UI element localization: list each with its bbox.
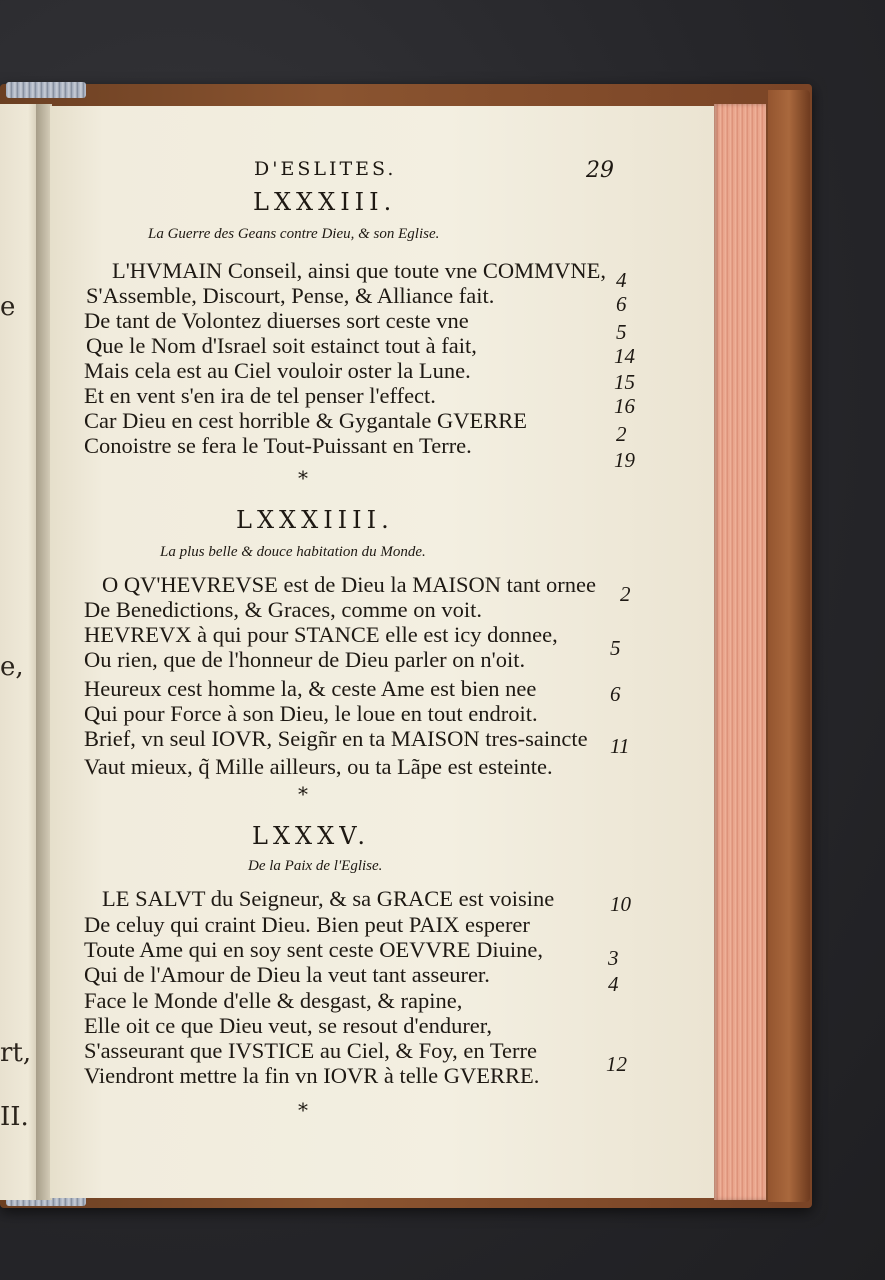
reference-number: 15 — [614, 370, 635, 394]
running-head: D'ESLITES. — [254, 158, 397, 180]
left-page-fragment: e — [0, 292, 16, 322]
section-subtitle: La plus belle & douce habitation du Monde. — [160, 544, 426, 560]
verse-line: Que le Nom d'Israel soit estainct tout à fait, — [86, 333, 477, 358]
headband-top — [6, 82, 86, 98]
verse-line: Toute Ame qui en soy sent ceste OEVVRE Diuine, — [84, 937, 543, 962]
page-number: 29 — [586, 158, 614, 183]
reference-number: 16 — [614, 394, 635, 418]
left-page-fragment: rt, — [0, 1038, 32, 1068]
verse-line: Qui pour Force à son Dieu, le loue en tout endroit. — [84, 701, 538, 726]
verse-line: Conoistre se fera le Tout-Puissant en Terre. — [84, 433, 472, 458]
verse-line: Vaut mieux, q̃ Mille ailleurs, ou ta Lãpe est esteinte. — [84, 754, 553, 779]
reference-number: 14 — [614, 344, 635, 368]
verse-line: LE SALVT du Seigneur, & sa GRACE est voisine — [102, 886, 555, 911]
verse-line: De tant de Volontez diuerses sort ceste vne — [84, 308, 469, 333]
reference-number: 4 — [616, 268, 627, 292]
reference-number: 6 — [610, 682, 621, 706]
section-subtitle: La Guerre des Geans contre Dieu, & son Eglise. — [148, 226, 440, 242]
section-number: LXXXV. — [252, 822, 370, 850]
verse-line: S'asseurant que IVSTICE au Ciel, & Foy, en Terre — [84, 1038, 538, 1063]
verse-line: HEVREVX à qui pour STANCE elle est icy donnee, — [84, 622, 558, 647]
reference-number: 5 — [616, 320, 627, 344]
verse-line: Elle oit ce que Dieu veut, se resout d'endurer, — [84, 1013, 493, 1038]
section-separator: * — [298, 1098, 308, 1122]
reference-number: 6 — [616, 292, 627, 316]
reference-number: 12 — [606, 1052, 627, 1076]
verse-line: S'Assemble, Discourt, Pense, & Alliance fait. — [86, 283, 495, 308]
verse-line: Car Dieu en cest horrible & Gygantale GVERRE — [84, 408, 528, 433]
left-page-fragment: e, — [0, 652, 24, 682]
verse-line: Et en vent s'en ira de tel penser l'effect. — [84, 383, 436, 408]
reference-number: 4 — [608, 972, 619, 996]
reference-number: 2 — [620, 582, 631, 606]
section-number: LXXXIIII. — [236, 506, 394, 534]
left-page-fragment: II. — [0, 1102, 29, 1132]
verse-line: De Benedictions, & Graces, comme on voit. — [84, 597, 483, 622]
verse-line: L'HVMAIN Conseil, ainsi que toute vne COMMVNE, — [112, 258, 607, 283]
verse-line: Viendront mettre la fin vn IOVR à telle GVERRE. — [84, 1063, 540, 1088]
verse-line: Mais cela est au Ciel vouloir oster la Lune. — [84, 358, 471, 383]
reference-number: 5 — [610, 636, 621, 660]
reference-number: 10 — [610, 892, 631, 916]
reference-number: 19 — [614, 448, 635, 472]
page-fore-edges — [714, 104, 766, 1200]
verse-line: Ou rien, que de l'honneur de Dieu parler on n'oit. — [84, 647, 526, 672]
left-page — [0, 104, 40, 1200]
verse-line: De celuy qui craint Dieu. Bien peut PAIX esperer — [84, 912, 530, 937]
verse-line: Qui de l'Amour de Dieu la veut tant asseurer. — [84, 962, 490, 987]
section-separator: * — [298, 466, 308, 490]
verse-line: Heureux cest homme la, & ceste Ame est bien nee — [84, 676, 537, 701]
verse-line: Brief, vn seul IOVR, Seigñr en ta MAISON tres-saincte — [84, 726, 588, 751]
reference-number: 11 — [610, 734, 630, 758]
right-page — [50, 106, 714, 1198]
verse-line: Face le Monde d'elle & desgast, & rapine, — [84, 988, 463, 1013]
section-number: LXXXIII. — [253, 188, 397, 216]
book-cover-fore-edge — [768, 90, 810, 1202]
reference-number: 3 — [608, 946, 619, 970]
verse-line: O QV'HEVREVSE est de Dieu la MAISON tant ornee — [102, 572, 596, 597]
reference-number: 2 — [616, 422, 627, 446]
section-subtitle: De la Paix de l'Eglise. — [248, 858, 383, 874]
section-separator: * — [298, 782, 308, 806]
